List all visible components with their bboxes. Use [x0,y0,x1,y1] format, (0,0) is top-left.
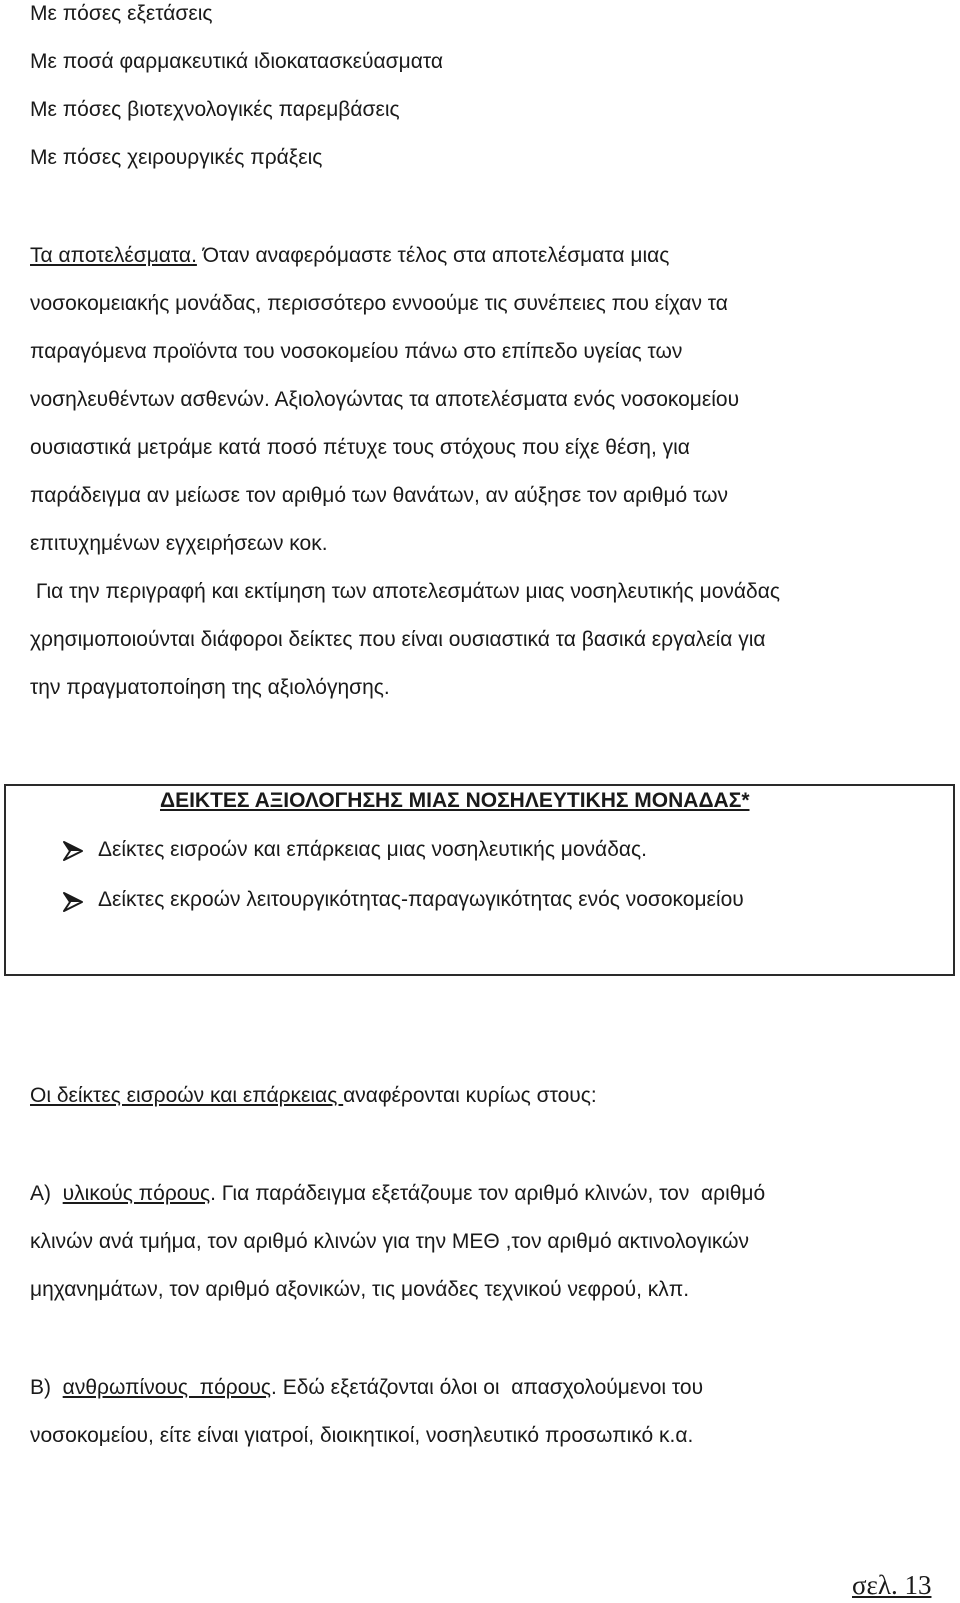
item-b-line-1 [30,1374,703,1402]
inputs-heading-underlined: Οι δείκτες εισροών και επάρκειας [30,1084,344,1107]
para1-line-1 [30,242,669,270]
arrow-bullet-icon [62,840,84,862]
para1-line-2: νοσοκομειακής μονάδας, περισσότερο εννοούμε τις συνέπειες που είχαν τα [30,292,728,315]
para1-line-6: παράδειγμα αν μείωσε τον αριθμό των θανάτων, αν αύξησε τον αριθμό των [30,484,728,507]
item-b-line-2: νοσοκομείου, είτε είναι γιατροί, διοικητικοί, νοσηλευτικό προσωπικό κ.α. [30,1424,694,1447]
para1-line-5: ουσιαστικά μετράμε κατά ποσό πέτυχε τους στόχους που είχε θέση, για [30,436,690,459]
item-a-term: υλικούς πόρους [62,1182,211,1205]
list-line-1: Με πόσες εξετάσεις [30,2,213,25]
item-a-line-3: μηχανημάτων, τον αριθμό αξονικών, τις μονάδες τεχνικού νεφρού, κλπ. [30,1278,690,1301]
page-number: σελ. 13 [852,1570,932,1600]
box-bullet-1: Δείκτες εισροών και επάρκειας μιας νοσηλευτικής μονάδας. [98,838,647,861]
box-bullet-2: Δείκτες εκροών λειτουργικότητας-παραγωγικότητας ενός νοσοκομείου [98,888,744,911]
item-a-prefix: Α) [30,1182,63,1205]
para1-line-3: παραγόμενα προϊόντα του νοσοκομείου πάνω στο επίπεδο υγείας των [30,340,683,363]
item-b-prefix: Β) [30,1376,63,1399]
inputs-heading [30,1082,597,1110]
item-b-term: ανθρωπίνους πόρους [62,1376,272,1399]
para2-line-1: Για την περιγραφή και εκτίμηση των αποτελεσμάτων μιας νοσηλευτικής μονάδας [30,580,780,603]
item-a-line-2: κλινών ανά τμήμα, τον αριθμό κλινών για την ΜΕΘ ,τον αριθμό ακτινολογικών [30,1230,750,1253]
list-line-2: Με ποσά φαρμακευτικά ιδιοκατασκεύασματα [30,50,443,73]
list-line-4: Με πόσες χειρουργικές πράξεις [30,146,323,169]
item-a-line1-rest: . Για παράδειγμα εξετάζουμε τον αριθμό κλινών, τον αριθμό [210,1182,766,1205]
item-b-line1-rest: . Εδώ εξετάζονται όλοι οι απασχολούμενοι του [271,1376,704,1399]
para1-line-4: νοσηλευθέντων ασθενών. Αξιολογώντας τα αποτελέσματα ενός νοσοκομείου [30,388,740,411]
inputs-heading-rest: αναφέρονται κυρίως στους: [343,1084,597,1107]
arrow-bullet-icon [62,891,84,913]
para1-line-7: επιτυχημένων εγχειρήσεων κοκ. [30,532,328,555]
indicators-box-title: ΔΕΙΚΤΕΣ ΑΞΙΟΛΟΓΗΣΗΣ ΜΙΑΣ ΝΟΣΗΛΕΥΤΙΚΗΣ ΜΟΝΑΔΑΣ* [160,789,750,812]
para2-line-3: την πραγματοποίηση της αξιολόγησης. [30,676,390,699]
para1-lead: Τα αποτελέσματα. [30,244,197,267]
para1-line1-rest: Όταν αναφερόμαστε τέλος στα αποτελέσματα μιας [196,244,670,267]
para2-line-2: χρησιμοποιούνται διάφοροι δείκτες που είναι ουσιαστικά τα βασικά εργαλεία για [30,628,766,651]
list-line-3: Με πόσες βιοτεχνολογικές παρεμβάσεις [30,98,400,121]
item-a-line-1 [30,1180,765,1208]
